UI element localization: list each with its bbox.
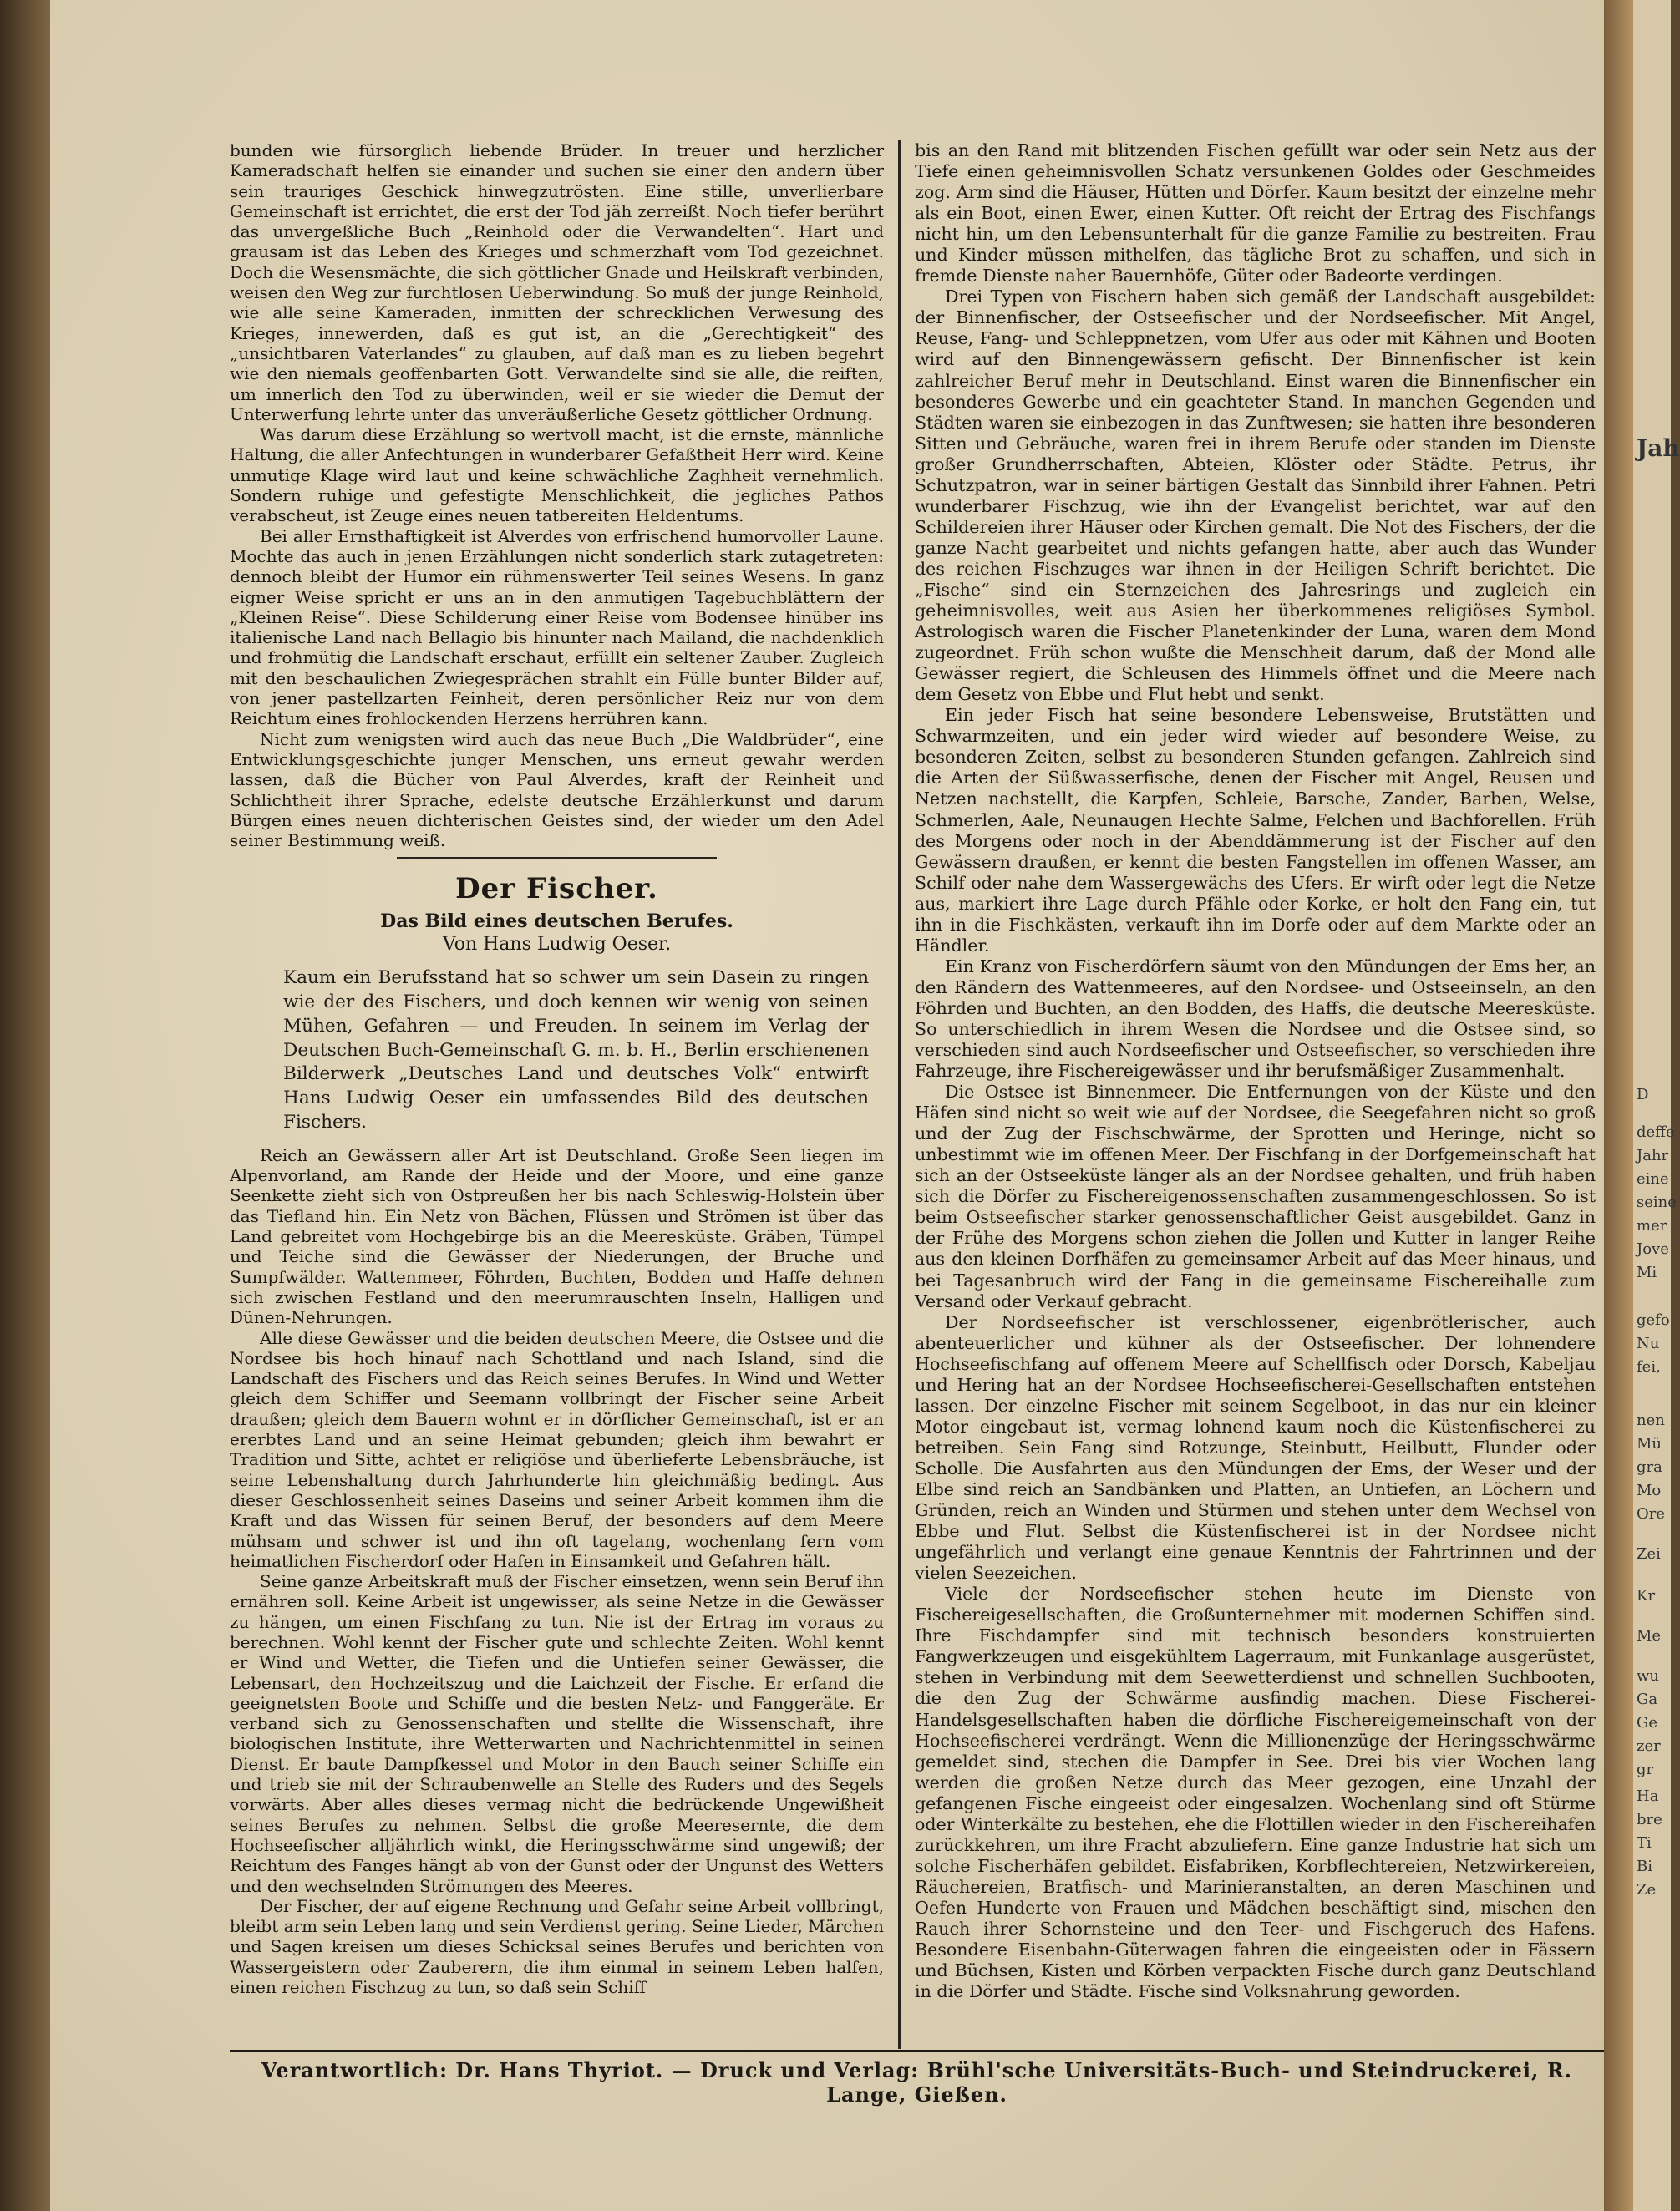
fragment-text: mer [1637, 1217, 1667, 1235]
article-subtitle: Das Bild eines deutschen Berufes. [380, 910, 733, 932]
paragraph: Viele der Nordseefischer stehen heute im Dienste von Fischereigesellschaften, die Großunternehmer mit modernen Schiffen sind. Ihre Fischdampfer sind mit technisch besonders konstruierten Fangwerkzeugen und eisgekühltem Lagerraum, mit Funkanlage ausgerüstet, stehen in Verbindung mit dem Seewetterdienst und schnellen Suchbooten, die den Zug der Schwärme ausfindig machen. Diese Fischerei-Handelsgesellschaften haben die dörfliche Fischereigemeinschaft von der Hochseefischerei verdrängt. Wenn die Millionenzüge der Heringsschwärme gemeldet sind, stechen die Dampfer in See. Drei bis vier Wochen lang werden die großen Netze durch das Meer gezogen, eine Unzahl der gefangenen Fische eingeeist oder eingesalzen. Wochenlang sind oft Stürme oder Winterkälte zu bestehen, ehe die Flottillen wieder in den Fischereihafen zurückkehren, um ihre Fracht abzuliefern. Eine ganze Industrie hat sich um solche Fischerhäfen gebildet. Eisfabriken, Korbflechtereien, Netzwirkereien, Räuchereien, Bratfisch- und Marinieranstalten, an deren Maschinen und Oefen Hunderte von Frauen und Mädchen beschäftigt sind, mischen den Rauch ihrer Schornsteine und den Teer- und Fischgeruch des Hafens. Besondere Eisenbahn-Güterwagen fahren die eingeeisten oder in Fässern und Büchsen, Kisten und Körben verpackten Fische durch ganz Deutschland in die Dörfer und Städte. Fische sind Volksnahrung geworden. [915, 1584, 1596, 2002]
section-divider [397, 850, 717, 859]
paragraph: Seine ganze Arbeitskraft muß der Fischer einsetzen, wenn sein Beruf ihn ernähren soll. Keine Arbeit ist ungewisser, als seine Netze in die Gewässer zu hängen, um einen Fischfang zu tun. Nie ist der Ertrag im voraus zu berechnen. Wohl kennt der Fischer gute und schlechte Zeiten. Wohl kennt er Wind und Wetter, die Tiefen und die Untiefen seiner Gewässer, die Lebensart, den Hochzeitszug und die Laichzeit der Fische. Er erfand die geeignetsten Boote und Schiffe und die besten Netz- und Fanggeräte. Er verband sich zu Genossenschaften und stellte die Wissenschaft, ihre biologischen Institute, ihre Wetterwarten und Nachrichtenmittel in seinen Dienst. Er baute Dampfkessel und Motor in den Bauch seiner Schiffe ein und trieb sie mit der Schraubenwelle an Stelle des Ruders und des Segels vorwärts. Aber alles dieses vermag nicht die bedrückende Ungewißheit seines Berufes zu nehmen. Selbst die große Meeresernte, die dem Hochseefischer alljährlich winkt, die Heringsschwärme sind ungewiß; der Reichtum des Fanges hängt ab von der Gunst oder der Ungunst des Wetters und den wechselnden Strömungen des Meeres. [230, 1571, 884, 1896]
fragment-text: Mi [1637, 1264, 1657, 1281]
imprint-footer: Verantwortlich: Dr. Hans Thyriot. — Druck und Verlag: Brühl'sche Universitäts-Buch- und Steindruckerei, R. Lange, Gießen. [261, 2058, 1573, 2107]
fragment-text: Ze [1637, 1881, 1657, 1899]
fragment-text: gefo [1637, 1311, 1670, 1329]
fragment-text: Jah [1637, 434, 1680, 462]
paragraph: Ein jeder Fisch hat seine besondere Lebensweise, Brutstätten und Schwarmzeiten, und ein jeder wird wieder auf besondere Weise, zu besonderen Zeiten, selbst zu besonderen Stunden gefangen. Zahlreich sind die Arten der Süßwasserfische, denen der Fischer mit Angel, Reusen und Netzen nachstellt, die Karpfen, Schleie, Barsche, Zander, Barben, Welse, Schmerlen, Aale, Neunaugen Hechte Salme, Felchen und Bachforellen. Früh des Morgens oder noch in der Abenddämmerung ist der Fischer auf den Gewässern draußen, er kennt die besten Fangstellen im offenen Wasser, am Schilf oder nahe dem Wassergewächs des Ufers. Er wirft oder legt die Netze aus, markiert ihre Lage durch Pfähle oder Korke, er holt den Fang ein, tut ihn in die Fischkästen, verkauft ihn im Dorfe oder auf dem Markte oder an Händler. [915, 705, 1596, 956]
article-title: Der Fischer. [455, 872, 658, 906]
fragment-text: Ga [1637, 1691, 1658, 1708]
fragment-text: fei, [1637, 1358, 1661, 1376]
paragraph: Alle diese Gewässer und die beiden deutschen Meere, die Ostsee und die Nordsee bis hoch hinauf nach Schottland und nach Island, sind die Landschaft des Fischers und das Reich seines Berufes. In Wind und Wetter gleich dem Schiffer und Seemann vollbringt der Fischer seine Arbeit draußen; gleich dem Bauern wohnt er in dörflicher Gemeinschaft, ist er an ererbtes Land und an seine Heimat gebunden; gleich ihm bewahrt er Tradition und Sitte, achtet er religiöse und überlieferte Lebensbräuche, ist seine Lebenshaltung durch Jahrhunderte hin gleichmäßig bedingt. Aus dieser Geschlossenheit seines Daseins und seiner Arbeit kommen ihm die Kraft und das Wissen für seinen Beruf, der besonders auf dem Meere mühsam und schwer ist und ihn oft tagelang, wochenlang fern vom heimatlichen Fischerdorf oder Hafen in Einsamkeit und Gefahren hält. [230, 1327, 884, 1571]
fragment-text: gr [1637, 1761, 1654, 1778]
fragment-text: seine [1637, 1194, 1677, 1211]
fragment-text: Me [1637, 1627, 1662, 1645]
fragment-text: zer [1637, 1737, 1661, 1755]
paragraph: Was darum diese Erzählung so wertvoll macht, ist die ernste, männliche Haltung, die aller Anfechtungen in wunderbarer Gefaßtheit Herr wird. Keine unmutige Klage wird laut und keine schwächliche Zaghheit vernehmlich. Sondern ruhige und gefestigte Menschlichkeit, die jegliches Pathos verabscheut, ist Zeuge eines neuen tatbereiten Heldentums. [230, 424, 884, 526]
fragment-text: Jove [1637, 1240, 1669, 1258]
fragment-text: D [1637, 1086, 1649, 1103]
paragraph: Bei aller Ernsthaftigkeit ist Alverdes von erfrischend humorvoller Laune. Mochte das auch in jenen Erzählungen nicht sonderlich stark zutagetreten: dennoch bleibt der Humor ein rühmenswerter Teil seines Wesens. In ganz eigner Weise spricht er uns an in den anmutigen Tagebuchblättern der „Kleinen Reise“. Diese Schilderung einer Reise vom Bodensee hinüber ins italienische Land nach Bellagio bis hinunter nach Mailand, die nachdenklich und frohmütig die Landschaft erschaut, erfüllt ein seltener Zauber. Zugleich mit den beschaulichen Zwiegesprächen strahlt ein Fülle bunter Bilder auf, von jener pastellzarten Feinheit, deren persönlicher Reiz nur von dem Reichtum eines frohlockenden Herzens herrühren kann. [230, 525, 884, 729]
column-divider [898, 140, 901, 2049]
fragment-text: wu [1637, 1667, 1659, 1685]
fragment-text: Mo [1637, 1482, 1662, 1499]
fragment-text: bre [1637, 1811, 1662, 1828]
right-column [915, 140, 1596, 2002]
fragment-text: Ti [1637, 1834, 1652, 1852]
fragment-text: Ore [1637, 1505, 1666, 1523]
fragment-text: gra [1637, 1458, 1662, 1476]
paragraph: bis an den Rand mit blitzenden Fischen gefüllt war oder sein Netz aus der Tiefe einen geheimnisvollen Schatz versunkenen Goldes oder Geschmeides zog. Arm sind die Häuser, Hütten und Dörfer. Kaum besitzt der einzelne mehr als ein Boot, einen Ewer, einen Kutter. Oft reicht der Ertrag des Fischfangs nicht hin, um den Lebensunterhalt für die ganze Familie zu bestreiten. Frau und Kinder müssen mithelfen, das tägliche Brot zu schaffen, und sich in fremde Dienste naher Bauernhöfe, Güter oder Badeorte verdingen. [915, 140, 1596, 287]
paragraph: Reich an Gewässern aller Art ist Deutschland. Große Seen liegen im Alpenvorland, am Rande der Heide und der Moore, und eine ganze Seenkette zieht sich von Ostpreußen her bis nach Schleswig-Holstein über das Tiefland hin. Ein Netz von Bächen, Flüssen und Strömen ist über das Land gebreitet vom Hochgebirge bis an die Meeresküste. Gräben, Tümpel und Teiche sind die Gewässer der Niederungen, der Bruche und Sumpfwälder. Wattenmeer, Föhrden, Buchten, Bodden und Haffe dehnen sich zwischen Festland und den meerumrauschten Inseln, Halligen und Dünen-Nehrungen. [230, 1144, 884, 1328]
fragment-text: eine [1637, 1170, 1669, 1188]
fragment-text: Ha [1637, 1788, 1659, 1805]
adjacent-page-fragment [1633, 0, 1680, 2211]
fragment-text: deffe [1637, 1123, 1675, 1141]
fragment-text: Ge [1637, 1714, 1658, 1732]
footer-rule [230, 2050, 1604, 2052]
paragraph: Der Fischer, der auf eigene Rechnung und Gefahr seine Arbeit vollbringt, bleibt arm sein Leben lang und sein Verdienst gering. Seine Lieder, Märchen und Sagen kreisen um dieses Schicksal seines Berufes und berichten von Wassergeistern oder Zauberern, die ihm einmal in seinem Leben halfen, einen reichen Fischzug zu tun, so daß sein Schiff [230, 1895, 885, 1998]
article-lead: Kaum ein Berufsstand hat so schwer um sein Dasein zu ringen wie der des Fischers, und doch kennen wir wenig von seinen Mühen, Gefahren — und Freuden. In seinem im Verlag der Deutschen Buch-Gemeinschaft G. m. b. H., Berlin erschienenen Bilderwerk „Deutsches Land und deutsches Volk“ entwirft Hans Ludwig Oeser ein umfassendes Bild des deutschen Fischers. [283, 967, 869, 1133]
paragraph: Nicht zum wenigsten wird auch das neue Buch „Die Waldbrüder“, eine Entwicklungsgeschichte junger Menschen, uns erneut gewahr werden lassen, daß die Bücher von Paul Alverdes, kraft der Reinheit und Schlichtheit ihrer Sprache, edelste deutsche Erzählerkunst und darum Bürgen eines neuen dichterischen Geistes sind, der wieder um den Adel seiner Bestimmung weiß. [230, 728, 884, 851]
article-byline: Von Hans Ludwig Oeser. [442, 933, 672, 955]
paragraph: Die Ostsee ist Binnenmeer. Die Entfernungen von der Küste und den Häfen sind nicht so weit wie auf der Nordsee, die Seegefahren nicht so groß und der Zug der Fischschwärme, der Sprotten und Heringe, nicht so unbestimmt wie im offenen Meer. Der Fischfang in der Dorfgemeinschaft hat sich an der Ostseeküste länger als an der Nordsee gehalten, und früh haben sich die Dörfer zu Fischereigenossenschaften zusammengeschlossen. So ist beim Ostseefischer starker genossenschaftlicher Geist ausgebildet. Ganz in der Frühe des Morgens schon ziehen die Jollen und Kutter in langer Reihe aus den kleinen Dorfhäfen zu gemeinsamer Arbeit auf das Meer hinaus, und bei Tagesanbruch wird der Fang in die gemeinsame Fischereihalle zum Versand oder Verkauf gebracht. [915, 1082, 1596, 1311]
fragment-text: Kr [1637, 1587, 1656, 1605]
left-column [230, 140, 884, 1997]
paragraph: Drei Typen von Fischern haben sich gemäß der Landschaft ausgebildet: der Binnenfischer, der Ostseefischer und der Nordseefischer. Mit Angel, Reuse, Fang- und Schleppnetzen, vom Ufer aus oder mit Kähnen und Booten wird auf den Binnengewässern gefischt. Der Binnenfischer ist kein zahlreicher Beruf mehr in Deutschland. Einst waren die Binnenfischer ein besonderes Gewerbe und ein geachteter Stand. In manchen Gegenden und Städten waren sie einbezogen in das Zunftwesen; sie hatten ihre besonderen Sitten und Gebräuche, waren frei in ihrem Berufe oder standen im Dienste großer Grundherrschaften, Abteien, Klöster oder Städte. Petrus, ihr Schutzpatron, war in seiner bärtigen Gestalt das Sinnbild ihrer Fahnen. Petri wunderbarer Fischzug, wie ihn der Evangelist berichtet, war auf den Schildereien ihrer Häuser oder Kirchen gemalt. Die Not des Fischers, der die ganze Nacht gearbeitet und nichts gefangen hatte, aber auch das Wunder des reichen Fischzuges war ihnen in der Heiligen Schrift berichtet. Die „Fische“ sind ein Sternzeichen des Jahresrings und zugleich ein geheimnisvolles, weit aus Asien her überkommenes religiöses Symbol. Astrologisch waren die Fischer Planetenkinder der Luna, waren dem Mond zugeordnet. Früh schon wußte die Menschheit darum, daß der Mond alle Gewässer regiert, die Schleusen des Himmels öffnet und die Meere nach dem Gesetz von Ebbe und Flut hebt und senkt. [915, 287, 1596, 705]
fragment-text: Bi [1637, 1858, 1652, 1875]
paragraph: bunden wie fürsorglich liebende Brüder. In treuer und herzlicher Kameradschaft helfen sie einander und suchen sie einer den andern über sein trauriges Geschick hinwegzutrösten. Eine stille, unverlierbare Gemeinschaft ist errichtet, die erst der Tod jäh zerreißt. Noch tiefer berührt das unvergeßliche Buch „Reinhold oder die Verwandelten“. Hart und grausam ist das Leben des Krieges und schmerzhaft vom Tod gezeichnet. Doch die Wesensmächte, die sich göttlicher Gnade und Heilskraft verbinden, weisen den Weg zur furchtlosen Ueberwindung. So muß der junge Reinhold, wie alle seine Kameraden, inmitten der schrecklichen Verwesung des Krieges, innewerden, daß es gut ist, an die „Gerechtigkeit“ des „unsichtbaren Vaterlandes“ zu glauben, auf daß man es zu lieben begehrt wie den niemals geoffenbarten Gott. Verwandelte sind sie alle, die reiften, um innerlich den Tod zu überwinden, weil er sie wieder die Demut der Unterwerfung lehrte unter das unveräußerliche Gesetz göttlicher Ordnung. [230, 140, 884, 424]
paragraph: Ein Kranz von Fischerdörfern säumt von den Mündungen der Ems her, an den Rändern des Wattenmeeres, auf den Nordsee- und Ostseeinseln, an den Föhrden und Buchten, an den Bodden, des Haffs, die deutsche Meeresküste. So unterschiedlich in ihrem Wesen die Nordsee und die Ostsee sind, so verschieden sind auch Nordseefischer und Ostseefischer, so verschieden ihre Fahrzeuge, ihre Fischereigewässer und ihr berufsmäßiger Zusammenhalt. [915, 956, 1596, 1082]
fragment-text: Nu [1637, 1335, 1660, 1352]
fragment-text: Mü [1637, 1435, 1662, 1453]
fragment-text: Zei [1637, 1545, 1661, 1563]
paragraph: Der Nordseefischer ist verschlossener, eigenbrötlerischer, auch abenteuerlicher und kühner als der Ostseefischer. Der lohnendere Hochseefischfang auf offenem Meere auf Schellfisch oder Dorsch, Kabeljau und Hering hat an der Nordsee Hochseefischerei-Gesellschaften entstehen lassen. Der einzelne Fischer mit seinem Segelboot, in das nur ein kleiner Motor eingebaut ist, vermag lohnend kaum noch die Küstenfischerei zu betreiben. Sein Fang sind Rotzunge, Steinbutt, Heilbutt, Flunder oder Scholle. Die Ausfahrten aus den Mündungen der Ems, der Weser und der Elbe sind reich an Sandbänken und Platten, an Untiefen, an Löchern und Gründen, reich an Winden und Stürmen und stehen unter dem Wechsel von Ebbe und Flut. Selbst die Küstenfischerei ist in der Nordsee nicht ungefährlich und verlangt eine genaue Kenntnis der Fahrtrinnen und der vielen Seezeichen. [915, 1311, 1596, 1584]
fragment-text: nen [1637, 1412, 1665, 1429]
fragment-text: Jahr [1637, 1147, 1669, 1164]
